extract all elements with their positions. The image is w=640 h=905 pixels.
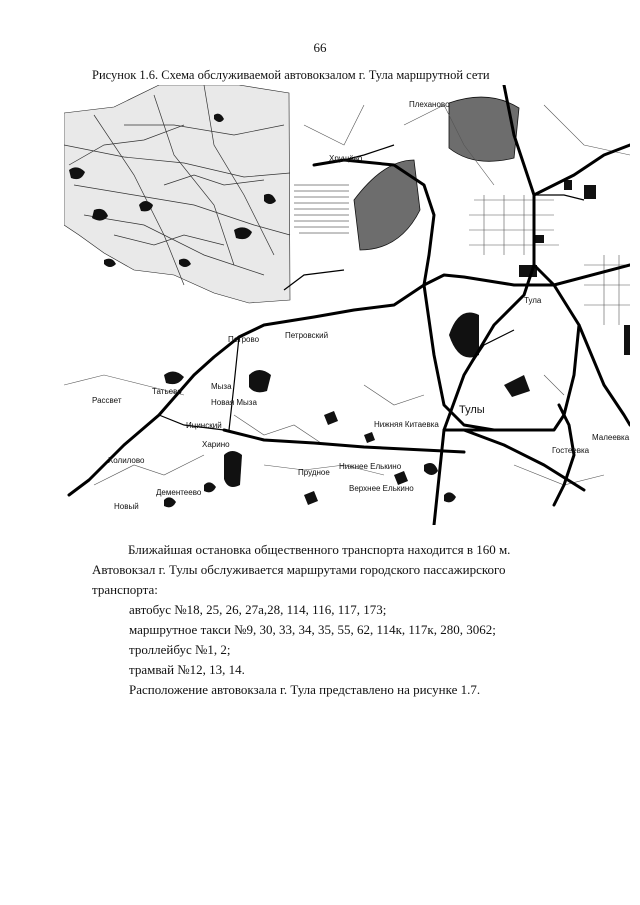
label-tuly: Тулы — [459, 404, 485, 416]
paragraph-routes-intro: Автовокзал г. Тулы обслуживается маршрутами городского пассажирского транспорта: — [92, 562, 506, 597]
label-rassvet: Рассвет — [92, 396, 122, 405]
label-maleevka: Малеевка — [592, 433, 630, 442]
label-mysa: Мыза — [211, 382, 232, 391]
paragraph-figure-reference: Расположение автовокзала г. Тула представлено на рисунке 1.7. — [129, 682, 481, 697]
route-line-trolleybus: троллейбус №1, 2; — [129, 642, 231, 657]
route-line-tram: трамвай №12, 13, 14. — [129, 662, 245, 677]
label-kharino: Харино — [202, 440, 230, 449]
label-khopilovo: Холилово — [108, 456, 145, 465]
route-line-taxi: маршрутное такси №9, 30, 33, 34, 35, 55, 62, 114к, 117к, 280, 3062; — [129, 622, 496, 637]
label-petrovo: Петрово — [228, 335, 260, 344]
label-verkhnee-elkino: Верхнее Елькино — [349, 484, 414, 493]
label-gosteevka: Гостеевка — [552, 446, 590, 455]
label-petrovsky: Петровский — [285, 331, 329, 340]
label-tula: Тула — [524, 296, 542, 305]
label-dementeevo: Дементеево — [156, 488, 202, 497]
page-number: 66 — [313, 40, 327, 55]
label-tatyevo: Татьево — [152, 387, 182, 396]
route-line-bus: автобус №18, 25, 26, 27а,28, 114, 116, 117, 173; — [129, 602, 387, 617]
label-nikitsky: Ицинский — [186, 421, 222, 430]
paragraph-nearest-stop: Ближайшая остановка общественного транспорта находится в 160 м. — [128, 542, 511, 557]
label-prudnoe: Прудное — [298, 468, 330, 477]
label-nizhnee-elkino: Нижнее Елькино — [339, 462, 402, 471]
label-plekhanovo: Плеханово — [409, 100, 450, 109]
label-khrushchevo: Хрущёво — [329, 154, 363, 163]
figure-caption: Рисунок 1.6. Схема обслуживаемой автовокзалом г. Тула маршрутной сети — [92, 68, 490, 82]
label-nizhnyaya-kitaevka: Нижняя Китаевка — [374, 420, 439, 429]
body-text — [92, 540, 562, 700]
label-novy: Новый — [114, 502, 139, 511]
route-network-map — [64, 85, 630, 525]
label-novaya-mysa: Новая Мыза — [211, 398, 257, 407]
